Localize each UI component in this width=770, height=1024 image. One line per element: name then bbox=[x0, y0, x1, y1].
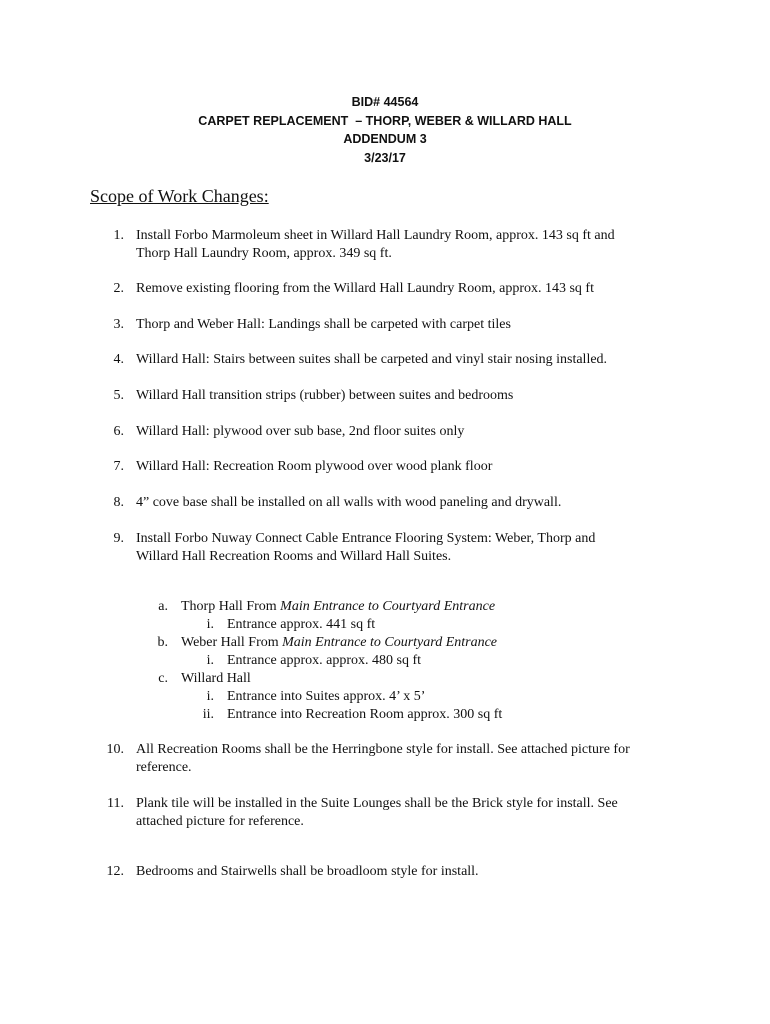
list-item-number: 4. bbox=[113, 352, 124, 367]
list-item-text: reference. bbox=[136, 760, 192, 775]
list-item-number: 3. bbox=[113, 317, 124, 332]
document-header bbox=[0, 93, 770, 167]
scope-heading: Scope of Work Changes: bbox=[90, 186, 269, 206]
sub-item-text bbox=[181, 598, 495, 616]
sub-item-text: Willard Hall bbox=[181, 671, 251, 686]
document-date: 3/23/17 bbox=[364, 150, 406, 165]
sub-sub-item-text: Entrance approx. approx. 480 sq ft bbox=[227, 653, 421, 668]
list-item-number: 11. bbox=[107, 796, 124, 811]
list-item-text: Plank tile will be installed in the Suite Lounges shall be the Brick style for install. See bbox=[136, 796, 618, 811]
list-item-text: Willard Hall: plywood over sub base, 2nd floor suites only bbox=[136, 424, 465, 439]
list-item-text: Thorp Hall Laundry Room, approx. 349 sq ft. bbox=[136, 246, 392, 261]
list-item-number: 2. bbox=[113, 281, 124, 296]
sub-item-label: Thorp Hall From bbox=[181, 599, 281, 614]
list-item-number: 5. bbox=[113, 388, 124, 403]
sub-item-italic: Main Entrance to Courtyard Entrance bbox=[280, 599, 496, 614]
sub-sub-item-marker: ii. bbox=[202, 707, 214, 722]
list-item-number: 7. bbox=[113, 459, 124, 474]
list-item-text: 4” cove base shall be installed on all walls with wood paneling and drywall. bbox=[136, 495, 562, 510]
list-item-number: 10. bbox=[106, 742, 124, 757]
list-item-number: 6. bbox=[113, 424, 124, 439]
list-item-text: Willard Hall Recreation Rooms and Willard Hall Suites. bbox=[136, 549, 452, 564]
sub-sub-item-marker: i. bbox=[206, 617, 214, 632]
sub-item-label: Weber Hall From bbox=[181, 635, 283, 650]
list-item-number: 9. bbox=[113, 531, 124, 546]
list-item-text: All Recreation Rooms shall be the Herringbone style for install. See attached picture for bbox=[136, 742, 630, 757]
list-item-text: attached picture for reference. bbox=[136, 814, 304, 829]
sub-item-marker: c. bbox=[158, 671, 168, 686]
addendum-label: ADDENDUM 3 bbox=[343, 132, 427, 146]
list-item-text: Install Forbo Nuway Connect Cable Entrance Flooring System: Weber, Thorp and bbox=[136, 531, 596, 546]
list-item-text: Install Forbo Marmoleum sheet in Willard Hall Laundry Room, approx. 143 sq ft and bbox=[136, 228, 615, 243]
list-item-text: Remove existing flooring from the Willard Hall Laundry Room, approx. 143 sq ft bbox=[136, 281, 594, 296]
sub-item-marker: b. bbox=[157, 635, 168, 650]
list-item-text: Willard Hall: Recreation Room plywood over wood plank floor bbox=[136, 459, 493, 474]
sub-list bbox=[0, 598, 770, 728]
list-item-text: Willard Hall transition strips (rubber) between suites and bedrooms bbox=[136, 388, 514, 403]
sub-sub-item-marker: i. bbox=[206, 689, 214, 704]
sub-sub-item-marker: i. bbox=[206, 653, 214, 668]
sub-item-marker: a. bbox=[158, 599, 168, 614]
list-item-text: Willard Hall: Stairs between suites shall be carpeted and vinyl stair nosing installed. bbox=[136, 352, 608, 367]
sub-sub-item-text: Entrance approx. 441 sq ft bbox=[227, 617, 376, 632]
list-item-number: 8. bbox=[113, 495, 124, 510]
sub-sub-item-text: Entrance into Recreation Room approx. 300 sq ft bbox=[227, 707, 503, 722]
sub-item-text bbox=[181, 634, 497, 652]
list-item-number: 1. bbox=[113, 228, 124, 243]
list-item-text: Bedrooms and Stairwells shall be broadloom style for install. bbox=[136, 864, 479, 879]
bid-number: BID# 44564 bbox=[351, 95, 419, 109]
sub-item-italic: Main Entrance to Courtyard Entrance bbox=[282, 635, 498, 650]
list-item-text: Thorp and Weber Hall: Landings shall be carpeted with carpet tiles bbox=[136, 317, 511, 332]
document-title: CARPET REPLACEMENT – THORP, WEBER & WILLARD HALL bbox=[198, 113, 572, 128]
list-item-number: 12. bbox=[106, 864, 124, 879]
sub-sub-item-text: Entrance into Suites approx. 4’ x 5’ bbox=[227, 689, 426, 704]
